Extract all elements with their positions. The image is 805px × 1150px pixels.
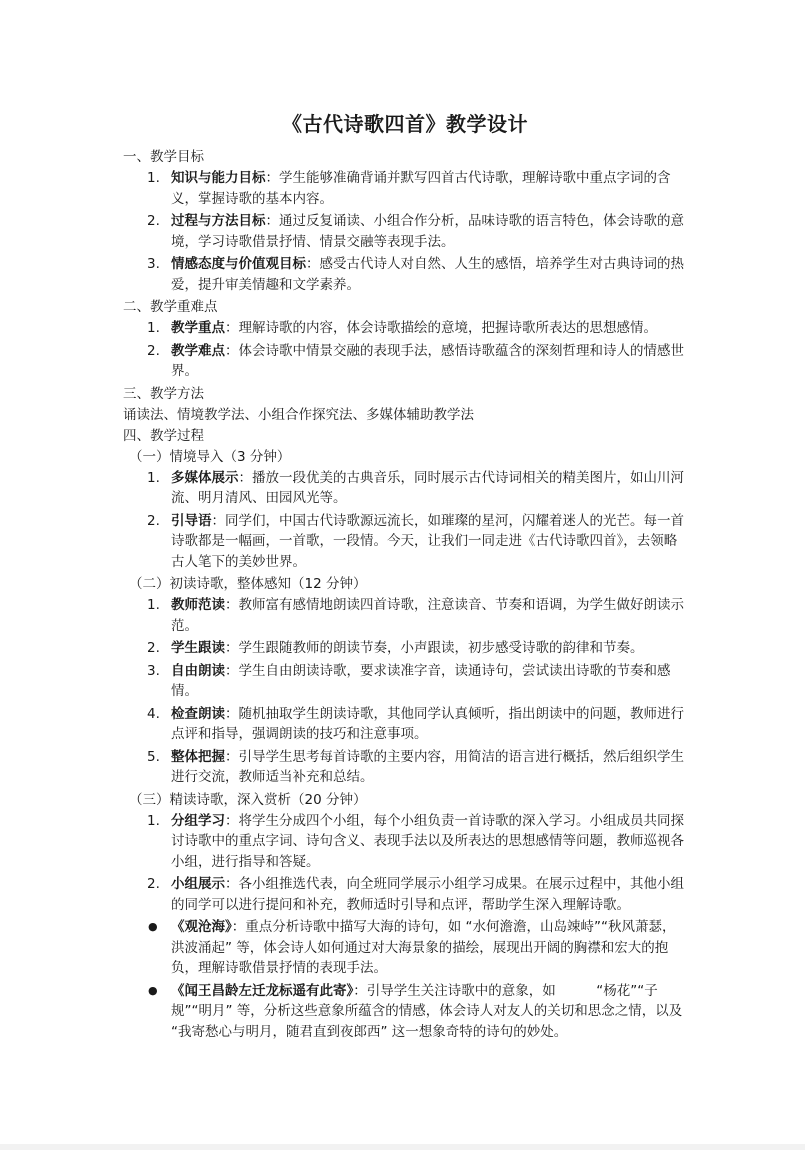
section-heading-objectives: 一、教学目标 — [123, 149, 204, 165]
list-item — [123, 661, 687, 702]
close-reading-list — [123, 811, 687, 916]
list-item — [123, 638, 687, 659]
item-term: 检查朗读 — [171, 705, 225, 722]
item-term: 学生跟读 — [171, 640, 225, 656]
list-item — [123, 211, 687, 252]
page-bottom-edge — [0, 1144, 805, 1150]
item-number: 1. — [147, 469, 160, 486]
item-number: 1. — [147, 597, 160, 613]
item-text: ：学生能够准确背诵并默写四首古代诗歌，理解诗歌中重点字词的含义，掌握诗歌的基本内容。 — [171, 170, 671, 207]
item-number: 2. — [147, 512, 160, 529]
list-item — [123, 254, 687, 295]
item-number: 2. — [147, 213, 160, 229]
item-term: 教师范读 — [171, 597, 225, 613]
section-heading-process: 四、教学过程 — [123, 427, 204, 444]
item-text: ：随机抽取学生朗读诗歌，其他同学认真倾听，指出朗读中的问题，教师进行点评和指导，强调朗读的技巧和注意事项。 — [171, 705, 684, 742]
item-text: ：引导学生关注诗歌中的意象，如 “杨花”“子规”“明月” 等，分析这些意象所蕴含的情感，体会诗人对友人的关切和思念之情，以及 “我寄愁心与明月，随君直到夜郎西” 这一想象奇特的诗句的妙处。 — [171, 982, 683, 1040]
item-text: ：同学们，中国古代诗歌源远流长，如璀璨的星河，闪耀着迷人的光芒。每一首诗歌都是一幅画，一首歌，一段情。今天，让我们一同走进《古代诗歌四首》，去领略古人笔下的美妙世界。 — [171, 512, 684, 570]
subsection-heading-close-reading: （三）精读诗歌，深入赏析（20 分钟） — [129, 791, 367, 808]
methods-text: 诵读法、情境教学法、小组合作探究法、多媒体辅助教学法 — [123, 406, 474, 423]
poem-analysis-list — [123, 917, 687, 1042]
item-text: ：学生跟随教师的朗读节奏，小声跟读，初步感受诗歌的韵律和节奏。 — [225, 640, 644, 656]
item-term: 过程与方法目标 — [171, 213, 266, 229]
item-text: ：理解诗歌的内容，体会诗歌描绘的意境，把握诗歌所表达的思想感情。 — [225, 320, 657, 336]
item-term: 小组展示 — [171, 876, 225, 892]
section-heading-methods: 三、教学方法 — [123, 385, 204, 402]
list-item — [123, 318, 687, 339]
bullet-dot-icon: ● — [148, 983, 158, 997]
list-item — [123, 747, 687, 788]
item-term: 自由朗读 — [171, 662, 225, 679]
list-item — [123, 811, 687, 873]
item-text: ：各小组推选代表，向全班同学展示小组学习成果。在展示过程中，其他小组的同学可以进行提问和补充，教师适时引导和点评，帮助学生深入理解诗歌。 — [171, 876, 684, 913]
item-number: 2. — [147, 640, 160, 656]
item-number: 1. — [147, 170, 160, 186]
list-item — [123, 168, 687, 209]
bullet-item — [123, 917, 687, 979]
item-number: 4. — [147, 705, 160, 722]
list-item — [123, 511, 687, 573]
item-number: 1. — [147, 320, 160, 336]
item-text: ：重点分析诗歌中描写大海的诗句，如 “水何澹澹，山岛竦峙”“秋风萧瑟，洪波涌起” 等，体会诗人如何通过对大海景象的描绘，展现出开阔的胸襟和宏大的抱负，理解诗歌借景抒情的表现手法。 — [171, 919, 676, 976]
item-number: 5. — [147, 748, 160, 765]
item-term: 教学重点 — [171, 320, 225, 336]
item-text: ：体会诗歌中情景交融的表现手法，感悟诗歌蕴含的深刻哲理和诗人的情感世界。 — [171, 342, 684, 379]
item-text: ：引导学生思考每首诗歌的主要内容，用简洁的语言进行概括，然后组织学生进行交流，教师适当补充和总结。 — [171, 748, 684, 785]
list-item — [123, 874, 687, 915]
item-term: 引导语 — [171, 512, 212, 529]
item-term: 整体把握 — [171, 748, 225, 765]
item-text: ：通过反复诵读、小组合作分析，品味诗歌的语言特色，体会诗歌的意境，学习诗歌借景抒情、情景交融等表现手法。 — [171, 213, 684, 250]
item-number: 3. — [147, 662, 160, 679]
list-item — [123, 704, 687, 745]
list-item — [123, 468, 687, 509]
item-text: ：播放一段优美的古典音乐，同时展示古代诗词相关的精美图片，如山川河流、明月清风、田园风光等。 — [171, 469, 684, 506]
document-title: 《古代诗歌四首》教学设计 — [282, 112, 528, 136]
item-term: 多媒体展示 — [171, 469, 239, 486]
item-term: 情感态度与价值观目标 — [171, 256, 306, 272]
intro-list — [123, 468, 687, 573]
subsection-heading-intro: （一）情境导入（3 分钟） — [129, 448, 291, 465]
item-text: ：将学生分成四个小组，每个小组负责一首诗歌的深入学习。小组成员共同探讨诗歌中的重点字词、诗句含义、表现手法以及所表达的思想感情等问题，教师巡视各小组，进行指导和答疑。 — [171, 812, 684, 870]
item-number: 1. — [147, 812, 160, 829]
item-term: 《观沧海》 — [171, 919, 232, 935]
item-term: 知识与能力目标 — [171, 170, 266, 186]
section-heading-key-points: 二、教学重难点 — [123, 299, 218, 315]
item-number: 2. — [147, 342, 160, 359]
item-term: 教学难点 — [171, 342, 225, 359]
bullet-item — [123, 981, 687, 1043]
item-term: 分组学习 — [171, 812, 225, 829]
item-text: ：教师富有感情地朗读四首诗歌，注意读音、节奏和语调，为学生做好朗读示范。 — [171, 597, 684, 634]
item-term: 《闻王昌龄左迁龙标遥有此寄》 — [171, 982, 354, 999]
bullet-dot-icon: ● — [148, 920, 158, 933]
item-number: 2. — [147, 876, 160, 892]
list-item — [123, 341, 687, 382]
item-number: 3. — [147, 256, 160, 272]
key-points-list — [123, 318, 687, 382]
item-text: ：学生自由朗读诗歌，要求读准字音，读通诗句，尝试读出诗歌的节奏和感情。 — [171, 662, 671, 699]
list-item — [123, 595, 687, 636]
subsection-heading-first-reading: （二）初读诗歌，整体感知（12 分钟） — [129, 576, 367, 592]
objectives-list — [123, 168, 687, 295]
first-reading-list — [123, 595, 687, 788]
item-text: ：感受古代诗人对自然、人生的感悟，培养学生对古典诗词的热爱，提升审美情趣和文学素养。 — [171, 256, 684, 293]
